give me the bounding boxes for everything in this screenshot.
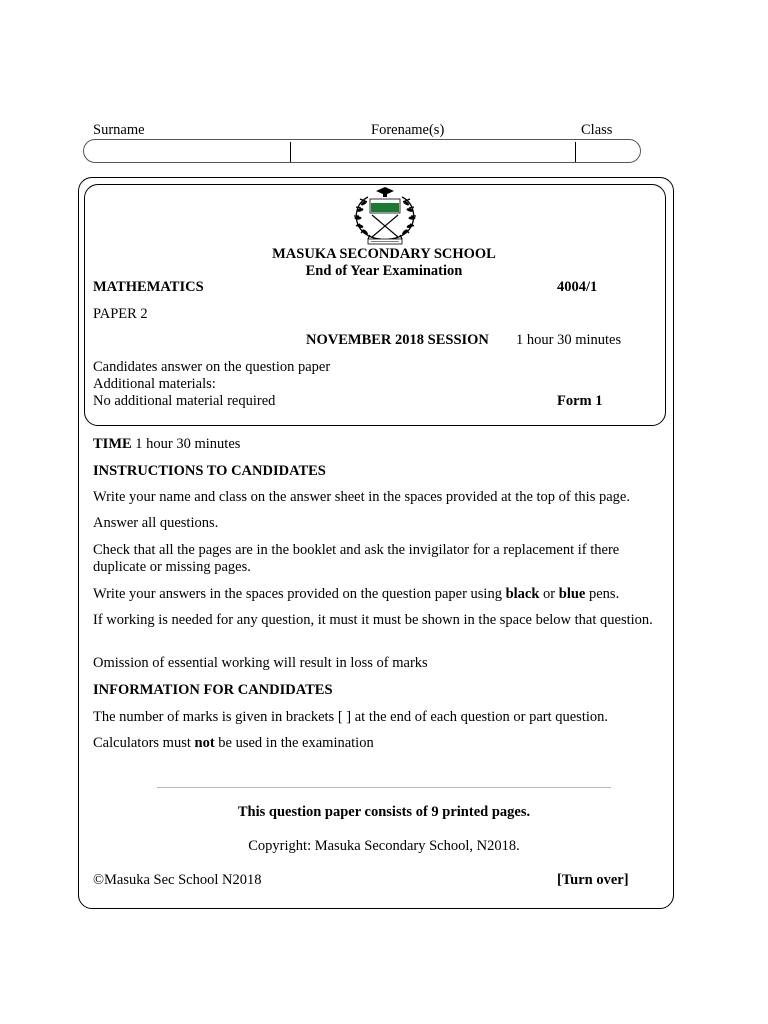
time-value: 1 hour 30 minutes bbox=[135, 436, 241, 452]
instruction-item bbox=[93, 586, 673, 603]
time-allowed bbox=[93, 436, 673, 453]
black-pen-emphasis: black bbox=[505, 586, 540, 602]
instruction-text: or bbox=[539, 586, 559, 602]
instruction-item: If working is needed for any question, it must it must be shown in the space below that question. bbox=[93, 612, 653, 628]
student-field-labels bbox=[93, 122, 633, 140]
not-emphasis: not bbox=[194, 735, 215, 751]
page-count-note: This question paper consists of 9 printed pages. bbox=[237, 804, 531, 820]
information-item: The number of marks is given in brackets [ ] at the end of each question or part question. bbox=[93, 709, 608, 725]
candidates-note: Candidates answer on the question paper bbox=[93, 359, 331, 375]
instruction-text: pens. bbox=[585, 586, 620, 602]
instruction-item: Check that all the pages are in the booklet and ask the invigilator for a replacement if there duplicate or missing pages. bbox=[93, 542, 620, 576]
blue-pen-emphasis: blue bbox=[558, 586, 586, 602]
exam-duration: 1 hour 30 minutes bbox=[516, 332, 622, 348]
school-name: MASUKA SECONDARY SCHOOL bbox=[272, 246, 496, 262]
exam-name: End of Year Examination bbox=[305, 263, 463, 279]
information-text: be used in the examination bbox=[214, 735, 374, 751]
copyright-notice: Copyright: Masuka Secondary School, N2018. bbox=[248, 838, 520, 854]
turn-over-label: [Turn over] bbox=[557, 872, 629, 888]
name-entry-strip bbox=[83, 139, 641, 163]
information-text: Calculators must bbox=[93, 735, 195, 751]
instruction-text: Write your answers in the spaces provided on the question paper using bbox=[93, 586, 506, 602]
exam-session: NOVEMBER 2018 SESSION bbox=[306, 332, 489, 348]
instruction-item: Answer all questions. bbox=[93, 515, 219, 531]
instructions-heading: INSTRUCTIONS TO CANDIDATES bbox=[93, 463, 326, 479]
subject-title: MATHEMATICS bbox=[93, 279, 204, 295]
class-label: Class bbox=[581, 122, 613, 138]
surname-label: Surname bbox=[93, 122, 145, 138]
additional-materials-label: Additional materials: bbox=[93, 376, 216, 392]
surname-forename-divider bbox=[290, 142, 291, 162]
information-heading: INFORMATION FOR CANDIDATES bbox=[93, 682, 333, 698]
form-level: Form 1 bbox=[557, 393, 603, 409]
school-crest-icon bbox=[348, 185, 422, 247]
forename-label: Forename(s) bbox=[371, 122, 445, 138]
information-item bbox=[93, 735, 673, 752]
forename-class-divider bbox=[575, 142, 576, 162]
instruction-item: Write your name and class on the answer sheet in the spaces provided at the top of this page. bbox=[93, 489, 630, 505]
instruction-item: Omission of essential working will result in loss of marks bbox=[93, 655, 428, 671]
footer-copyright: ©Masuka Sec School N2018 bbox=[93, 872, 262, 888]
subject-code: 4004/1 bbox=[557, 279, 598, 295]
paper-number: PAPER 2 bbox=[93, 306, 148, 322]
time-label: TIME bbox=[93, 436, 132, 452]
additional-materials-value: No additional material required bbox=[93, 393, 276, 409]
horizontal-divider bbox=[157, 787, 611, 788]
